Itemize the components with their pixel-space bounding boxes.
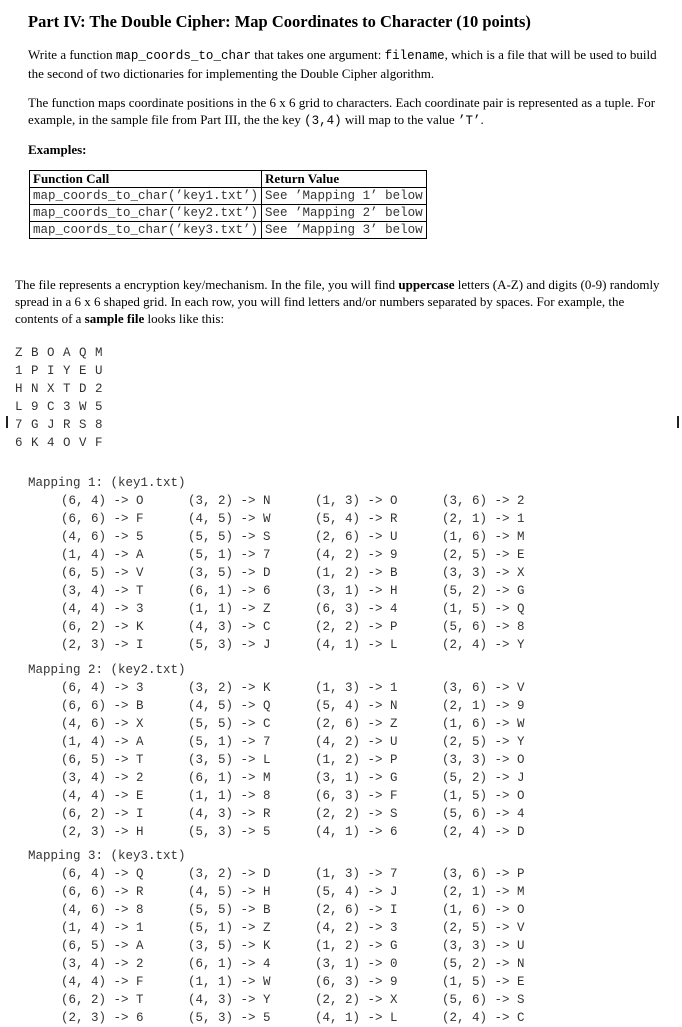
function-call-cell: map_coords_to_char(’key2.txt’) bbox=[30, 205, 262, 222]
mapping-entry: (5, 1) -> 7 bbox=[188, 735, 271, 749]
example-key: (3,4) bbox=[304, 114, 342, 128]
mapping-entry: (3, 2) -> D bbox=[188, 867, 271, 881]
mapping-entry: (2, 1) -> 9 bbox=[442, 699, 525, 713]
mapping-entry: (2, 6) -> Z bbox=[315, 717, 398, 731]
mapping-entry: (3, 1) -> G bbox=[315, 771, 398, 785]
mapping-entry: (2, 4) -> D bbox=[442, 825, 525, 839]
mapping-entry: (5, 6) -> 4 bbox=[442, 807, 525, 821]
mapping-entry: (3, 3) -> U bbox=[442, 939, 525, 953]
function-name: map_coords_to_char bbox=[115, 49, 251, 63]
table-row bbox=[30, 205, 427, 222]
mapping-entry: (5, 2) -> J bbox=[442, 771, 525, 785]
mapping-entry: (4, 4) -> 3 bbox=[61, 602, 144, 616]
argument-name: filename bbox=[384, 49, 445, 63]
mapping-entry: (4, 1) -> L bbox=[315, 638, 398, 652]
examples-table bbox=[29, 170, 427, 239]
mapping-entry: (1, 5) -> O bbox=[442, 789, 525, 803]
mapping-1 bbox=[28, 474, 525, 654]
mapping-column bbox=[61, 679, 144, 841]
mapping-entry: (5, 2) -> N bbox=[442, 957, 525, 971]
mapping-entry: (5, 3) -> 5 bbox=[188, 825, 271, 839]
grid-row: 7 G J R S 8 bbox=[15, 418, 104, 432]
table-row bbox=[30, 188, 427, 205]
mapping-entry: (1, 1) -> W bbox=[188, 975, 271, 989]
function-call-cell: map_coords_to_char(’key3.txt’) bbox=[30, 222, 262, 239]
mapping-entry: (3, 5) -> D bbox=[188, 566, 271, 580]
mapping-column bbox=[188, 492, 271, 654]
mapping-description: The function maps coordinate positions in the 6 x 6 grid to characters. Each coordinate pair is represented as a tuple. For example, in the sample file from Part III, the the key (3,4) will map to the value ’T’. bbox=[28, 95, 656, 128]
mapping-entry: (5, 3) -> J bbox=[188, 638, 271, 652]
examples-heading: Examples: bbox=[28, 142, 87, 157]
grid-row: 1 P I Y E U bbox=[15, 364, 104, 378]
mapping-entry: (2, 3) -> 6 bbox=[61, 1011, 144, 1025]
mapping-entry: (4, 4) -> E bbox=[61, 789, 144, 803]
mapping-column bbox=[315, 679, 398, 841]
mapping-entry: (2, 5) -> E bbox=[442, 548, 525, 562]
mapping-entry: (2, 2) -> S bbox=[315, 807, 398, 821]
mapping-entry: (2, 4) -> C bbox=[442, 1011, 525, 1025]
mapping-entry: (1, 4) -> A bbox=[61, 735, 144, 749]
mapping-entry: (3, 4) -> 2 bbox=[61, 771, 144, 785]
mapping-entry: (5, 4) -> R bbox=[315, 512, 398, 526]
mapping-entry: (6, 3) -> F bbox=[315, 789, 398, 803]
file-description: The file represents a encryption key/mechanism. In the file, you will find uppercase letters (A-Z) and digits (0-9) randomly spread in a 6 x 6 shaped grid. In each row, you will find letters and/or numbers separated by spaces. For example, the contents of a sample file looks like this: bbox=[15, 277, 660, 326]
mapping-entry: (6, 5) -> T bbox=[61, 753, 144, 767]
mapping-entry: (3, 4) -> T bbox=[61, 584, 144, 598]
mapping-entry: (1, 2) -> P bbox=[315, 753, 398, 767]
mapping-entry: (1, 3) -> 7 bbox=[315, 867, 398, 881]
mapping-entry: (3, 3) -> X bbox=[442, 566, 525, 580]
mapping-columns bbox=[28, 679, 525, 841]
mapping-columns bbox=[28, 865, 525, 1027]
mapping-entry: (6, 4) -> 3 bbox=[61, 681, 144, 695]
mapping-entry: (1, 3) -> O bbox=[315, 494, 398, 508]
mapping-entry: (4, 6) -> X bbox=[61, 717, 144, 731]
example-value: ’T’ bbox=[457, 114, 481, 128]
mapping-column bbox=[188, 679, 271, 841]
sample-file-grid bbox=[15, 344, 103, 452]
mapping-heading: Mapping 1: (key1.txt) bbox=[28, 476, 186, 490]
margin-marker bbox=[677, 416, 679, 428]
mapping-entry: (1, 5) -> E bbox=[442, 975, 525, 989]
return-value-cell: See ’Mapping 2’ below bbox=[262, 205, 427, 222]
mapping-column bbox=[315, 492, 398, 654]
mapping-columns bbox=[28, 492, 525, 654]
mapping-entry: (3, 1) -> 0 bbox=[315, 957, 398, 971]
mapping-entry: (4, 6) -> 5 bbox=[61, 530, 144, 544]
mapping-entry: (2, 2) -> X bbox=[315, 993, 398, 1007]
mapping-entry: (6, 6) -> R bbox=[61, 885, 144, 899]
mapping-entry: (3, 6) -> V bbox=[442, 681, 525, 695]
mapping-entry: (3, 3) -> O bbox=[442, 753, 525, 767]
mapping-entry: (2, 3) -> I bbox=[61, 638, 144, 652]
column-header: Return Value bbox=[262, 171, 427, 188]
mapping-entry: (6, 4) -> O bbox=[61, 494, 144, 508]
column-header: Function Call bbox=[30, 171, 262, 188]
mapping-entry: (5, 5) -> S bbox=[188, 530, 271, 544]
mapping-entry: (6, 1) -> 6 bbox=[188, 584, 271, 598]
mapping-heading: Mapping 3: (key3.txt) bbox=[28, 849, 186, 863]
mapping-entry: (4, 5) -> H bbox=[188, 885, 271, 899]
mapping-column bbox=[442, 679, 525, 841]
mapping-column bbox=[442, 865, 525, 1027]
mapping-entry: (6, 5) -> V bbox=[61, 566, 144, 580]
mapping-entry: (5, 1) -> Z bbox=[188, 921, 271, 935]
mapping-entry: (4, 3) -> R bbox=[188, 807, 271, 821]
mapping-entry: (5, 1) -> 7 bbox=[188, 548, 271, 562]
mapping-entry: (4, 4) -> F bbox=[61, 975, 144, 989]
mapping-entry: (3, 1) -> H bbox=[315, 584, 398, 598]
mapping-entry: (3, 6) -> 2 bbox=[442, 494, 525, 508]
mapping-entry: (3, 6) -> P bbox=[442, 867, 525, 881]
mapping-entry: (5, 3) -> 5 bbox=[188, 1011, 271, 1025]
grid-row: Z B O A Q M bbox=[15, 346, 104, 360]
margin-marker bbox=[6, 416, 8, 428]
mapping-entry: (4, 3) -> C bbox=[188, 620, 271, 634]
mapping-entry: (4, 3) -> Y bbox=[188, 993, 271, 1007]
mapping-entry: (2, 1) -> M bbox=[442, 885, 525, 899]
mapping-entry: (6, 2) -> T bbox=[61, 993, 144, 1007]
mapping-entry: (1, 5) -> Q bbox=[442, 602, 525, 616]
mapping-2 bbox=[28, 661, 525, 841]
mapping-entry: (6, 6) -> B bbox=[61, 699, 144, 713]
mapping-column bbox=[442, 492, 525, 654]
mapping-column bbox=[188, 865, 271, 1027]
mapping-entry: (2, 5) -> V bbox=[442, 921, 525, 935]
mapping-entry: (2, 5) -> Y bbox=[442, 735, 525, 749]
mapping-entry: (1, 6) -> W bbox=[442, 717, 525, 731]
mapping-entry: (1, 6) -> M bbox=[442, 530, 525, 544]
grid-row: H N X T D 2 bbox=[15, 382, 104, 396]
mapping-entry: (5, 6) -> S bbox=[442, 993, 525, 1007]
mapping-entry: (2, 4) -> Y bbox=[442, 638, 525, 652]
mapping-entry: (1, 2) -> B bbox=[315, 566, 398, 580]
mapping-entry: (1, 3) -> 1 bbox=[315, 681, 398, 695]
mapping-entry: (6, 1) -> 4 bbox=[188, 957, 271, 971]
mapping-entry: (6, 4) -> Q bbox=[61, 867, 144, 881]
grid-row: 6 K 4 O V F bbox=[15, 436, 104, 450]
mapping-entry: (1, 4) -> A bbox=[61, 548, 144, 562]
mapping-3 bbox=[28, 847, 525, 1027]
mapping-column bbox=[315, 865, 398, 1027]
mapping-entry: (6, 2) -> I bbox=[61, 807, 144, 821]
mapping-entry: (1, 2) -> G bbox=[315, 939, 398, 953]
mapping-entry: (5, 5) -> C bbox=[188, 717, 271, 731]
function-call-cell: map_coords_to_char(’key1.txt’) bbox=[30, 188, 262, 205]
mapping-entry: (3, 2) -> N bbox=[188, 494, 271, 508]
mapping-entry: (2, 6) -> I bbox=[315, 903, 398, 917]
mapping-entry: (2, 1) -> 1 bbox=[442, 512, 525, 526]
intro-paragraph: Write a function map_coords_to_char that takes one argument: filename, which is a file that will be used to build the second of two dictionaries for implementing the Double Cipher algorithm. bbox=[28, 47, 657, 81]
return-value-cell: See ’Mapping 3’ below bbox=[262, 222, 427, 239]
section-title: Part IV: The Double Cipher: Map Coordinates to Character (10 points) bbox=[28, 12, 531, 31]
mapping-entry: (5, 4) -> J bbox=[315, 885, 398, 899]
mapping-entry: (6, 6) -> F bbox=[61, 512, 144, 526]
mapping-entry: (6, 1) -> M bbox=[188, 771, 271, 785]
mapping-entry: (6, 5) -> A bbox=[61, 939, 144, 953]
mapping-entry: (3, 5) -> L bbox=[188, 753, 271, 767]
mapping-column bbox=[61, 492, 144, 654]
mapping-entry: (4, 5) -> Q bbox=[188, 699, 271, 713]
mapping-entry: (2, 6) -> U bbox=[315, 530, 398, 544]
mapping-entry: (4, 5) -> W bbox=[188, 512, 271, 526]
mapping-heading: Mapping 2: (key2.txt) bbox=[28, 663, 186, 677]
mapping-entry: (3, 4) -> 2 bbox=[61, 957, 144, 971]
mapping-entry: (2, 3) -> H bbox=[61, 825, 144, 839]
mapping-entry: (1, 6) -> O bbox=[442, 903, 525, 917]
mapping-entry: (4, 1) -> 6 bbox=[315, 825, 398, 839]
mapping-entry: (4, 2) -> 9 bbox=[315, 548, 398, 562]
mapping-entry: (3, 2) -> K bbox=[188, 681, 271, 695]
grid-row: L 9 C 3 W 5 bbox=[15, 400, 104, 414]
mapping-entry: (1, 1) -> 8 bbox=[188, 789, 271, 803]
mapping-entry: (5, 6) -> 8 bbox=[442, 620, 525, 634]
mapping-entry: (4, 2) -> U bbox=[315, 735, 398, 749]
mapping-entry: (6, 3) -> 9 bbox=[315, 975, 398, 989]
mapping-entry: (5, 4) -> N bbox=[315, 699, 398, 713]
mapping-entry: (4, 1) -> L bbox=[315, 1011, 398, 1025]
mapping-entry: (1, 1) -> Z bbox=[188, 602, 271, 616]
mapping-entry: (5, 2) -> G bbox=[442, 584, 525, 598]
table-row bbox=[30, 222, 427, 239]
mapping-entry: (6, 2) -> K bbox=[61, 620, 144, 634]
mapping-entry: (1, 4) -> 1 bbox=[61, 921, 144, 935]
mapping-column bbox=[61, 865, 144, 1027]
mapping-entry: (6, 3) -> 4 bbox=[315, 602, 398, 616]
table-header-row bbox=[30, 171, 427, 188]
mapping-entry: (5, 5) -> B bbox=[188, 903, 271, 917]
mapping-entry: (4, 6) -> 8 bbox=[61, 903, 144, 917]
mapping-entry: (2, 2) -> P bbox=[315, 620, 398, 634]
mapping-entry: (3, 5) -> K bbox=[188, 939, 271, 953]
mapping-entry: (4, 2) -> 3 bbox=[315, 921, 398, 935]
return-value-cell: See ’Mapping 1’ below bbox=[262, 188, 427, 205]
